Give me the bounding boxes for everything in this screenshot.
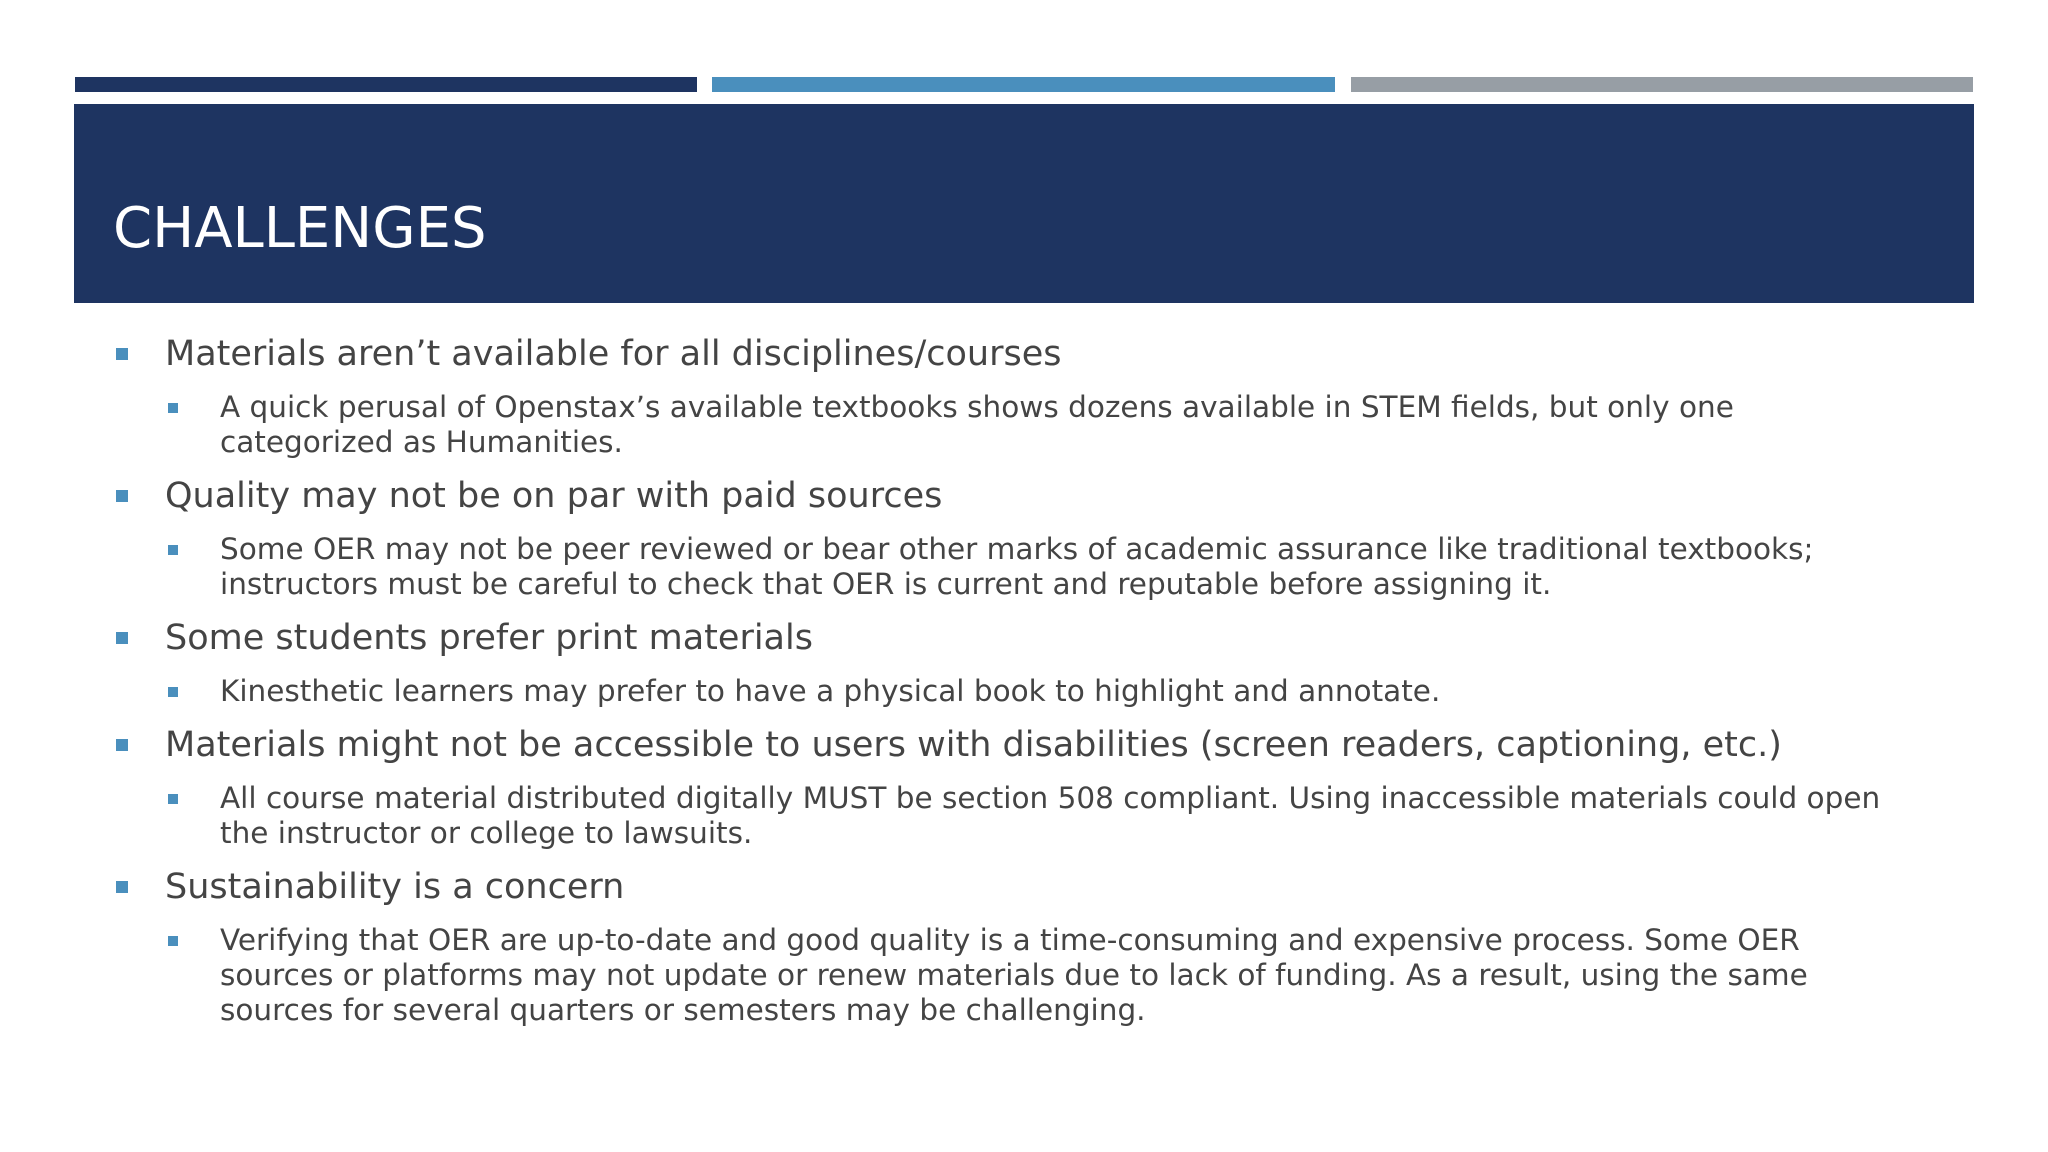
sub-bullet-text: All course material distributed digitally MUST be section 508 compliant. Using inaccessible materials could open the instructor or college to lawsuits.: [220, 781, 1881, 850]
bullet-item: [114, 472, 1894, 602]
sub-bullet-item: [165, 532, 1894, 602]
bullet-text: Quality may not be on par with paid sources: [165, 476, 943, 516]
bullet-text: Materials aren’t available for all disciplines/courses: [165, 334, 1062, 374]
sub-bullet-text: Kinesthetic learners may prefer to have a physical book to highlight and annotate.: [220, 674, 1441, 708]
bullet-item: [114, 614, 1894, 709]
slide-title: CHALLENGES: [113, 196, 487, 261]
bullet-text: Sustainability is a concern: [165, 867, 625, 907]
sub-bullet-list: [165, 674, 1894, 709]
bullet-text: Some students prefer print materials: [165, 618, 813, 658]
square-bullet-icon: [116, 881, 128, 893]
sub-bullet-text: Some OER may not be peer reviewed or bear other marks of academic assurance like traditional textbooks; instructors must be careful to check that OER is current and reputable before assigning it.: [220, 532, 1814, 601]
bullet-text: Materials might not be accessible to users with disabilities (screen readers, captioning, etc.): [165, 725, 1782, 765]
bullet-item: [114, 330, 1894, 460]
bullet-item: [114, 721, 1894, 851]
title-band: [74, 104, 1974, 303]
sub-bullet-item: [165, 781, 1894, 851]
square-bullet-icon: [116, 490, 128, 502]
sub-bullet-list: [165, 532, 1894, 602]
square-bullet-icon: [168, 687, 178, 697]
bullet-list: [114, 330, 1894, 1028]
square-bullet-icon: [116, 348, 128, 360]
sub-bullet-text: A quick perusal of Openstax’s available textbooks shows dozens available in STEM fields, but only one categorized as Humanities.: [220, 390, 1734, 459]
square-bullet-icon: [168, 794, 178, 804]
sub-bullet-text: Verifying that OER are up-to-date and good quality is a time-consuming and expensive process. Some OER sources or platforms may not update or renew materials due to lack of funding. As a result, using the same sources for several quarters or semesters may be challenging.: [220, 923, 1808, 1027]
square-bullet-icon: [116, 739, 128, 751]
square-bullet-icon: [168, 545, 178, 555]
sub-bullet-item: [165, 674, 1894, 709]
sub-bullet-list: [165, 390, 1894, 460]
sub-bullet-list: [165, 781, 1894, 851]
square-bullet-icon: [116, 632, 128, 644]
slide-content: [114, 330, 1894, 1040]
accent-bar-blue: [712, 77, 1335, 92]
sub-bullet-item: [165, 390, 1894, 460]
accent-bar-dark: [75, 77, 697, 92]
sub-bullet-list: [165, 923, 1894, 1028]
accent-bar-gray: [1351, 77, 1973, 92]
square-bullet-icon: [168, 403, 178, 413]
square-bullet-icon: [168, 936, 178, 946]
sub-bullet-item: [165, 923, 1894, 1028]
bullet-item: [114, 863, 1894, 1028]
